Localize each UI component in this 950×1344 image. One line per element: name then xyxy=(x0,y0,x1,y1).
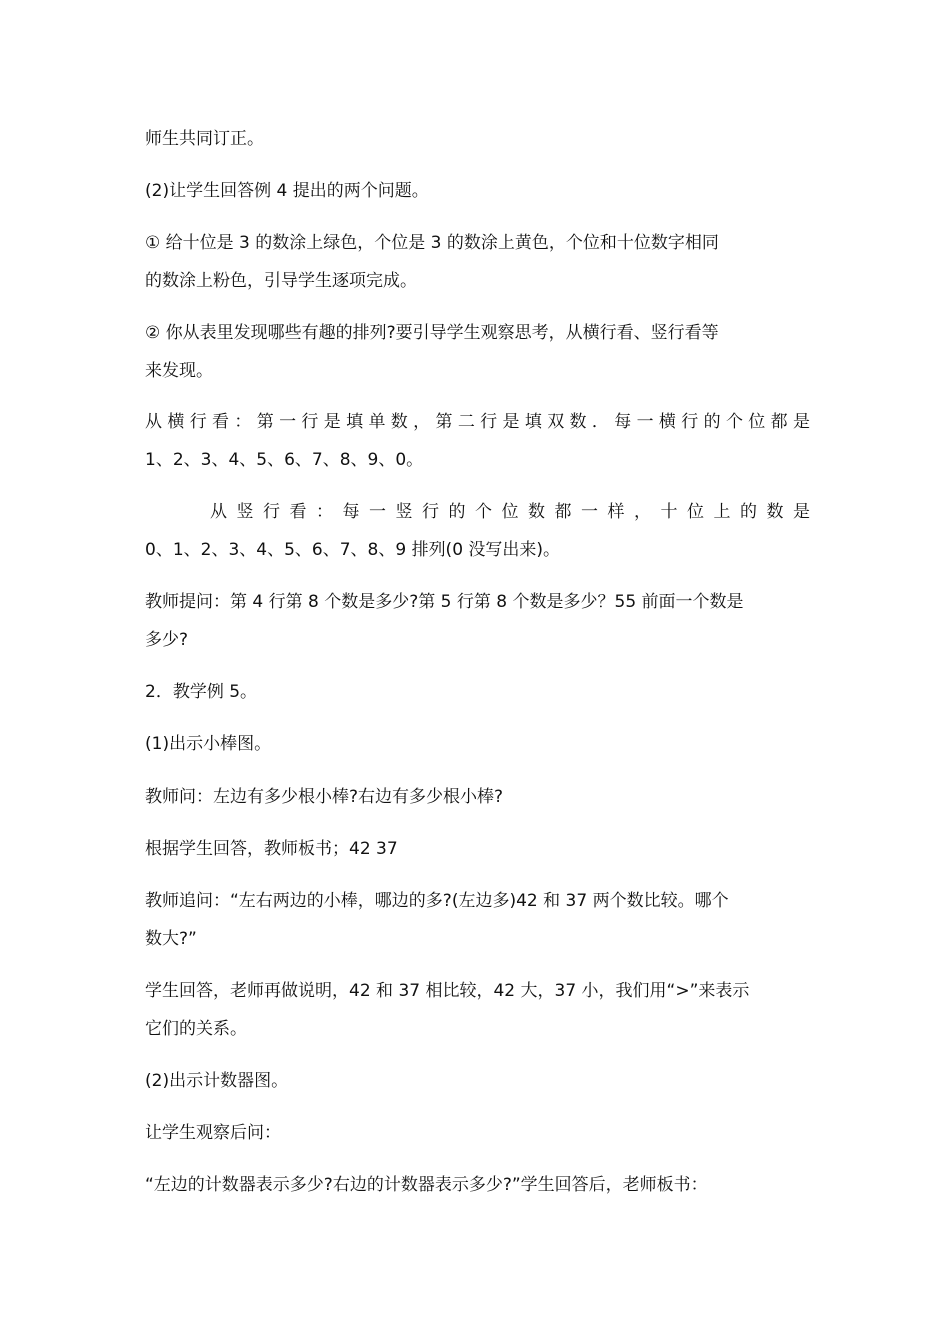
text-line: 师生共同订正。 xyxy=(145,129,264,149)
text-line: 学生回答，老师再做说明，42 和 37 相比较，42 大，37 小，我们用“>”来表示 xyxy=(145,981,750,1001)
text-line: 2．教学例 5。 xyxy=(145,682,258,702)
text-line: 1、2、3、4、5、6、7、8、9、0。 xyxy=(145,450,424,470)
text-line: 教师追问：“左右两边的小棒，哪边的多?(左边多)42 和 37 两个数比较。哪个 xyxy=(145,891,729,911)
text-line: 从竖行看：每一竖行的个位数都一样，十位上的数是 xyxy=(210,502,810,522)
text-line: 让学生观察后问： xyxy=(145,1123,281,1143)
text-line: 数大?” xyxy=(145,929,197,949)
text-line: 来发现。 xyxy=(145,361,213,381)
text-line: 从横行看：第一行是填单数，第二行是填双数．每一横行的个位都是 xyxy=(145,412,810,432)
text-line: 教师提问：第 4 行第 8 个数是多少?第 5 行第 8 个数是多少？55 前面一个数是 xyxy=(145,592,744,612)
text-line: (1)出示小棒图。 xyxy=(145,734,272,754)
text-line: 它们的关系。 xyxy=(145,1019,247,1039)
text-line: 根据学生回答，教师板书；42 37 xyxy=(145,839,398,859)
text-line: “左边的计数器表示多少?右边的计数器表示多少?”学生回答后，老师板书： xyxy=(145,1175,708,1195)
text-line: 多少? xyxy=(145,630,189,650)
text-line: (2)出示计数器图。 xyxy=(145,1071,289,1091)
text-line: 0、1、2、3、4、5、6、7、8、9 排列(0 没写出来)。 xyxy=(145,540,561,560)
text-line: 教师问：左边有多少根小棒?右边有多少根小棒? xyxy=(145,787,504,807)
text-line: (2)让学生回答例 4 提出的两个问题。 xyxy=(145,181,429,201)
text-line: 的数涂上粉色，引导学生逐项完成。 xyxy=(145,271,417,291)
text-line: ① 给十位是 3 的数涂上绿色，个位是 3 的数涂上黄色，个位和十位数字相同 xyxy=(145,233,719,253)
text-line: ② 你从表里发现哪些有趣的排列?要引导学生观察思考，从横行看、竖行看等 xyxy=(145,323,719,343)
